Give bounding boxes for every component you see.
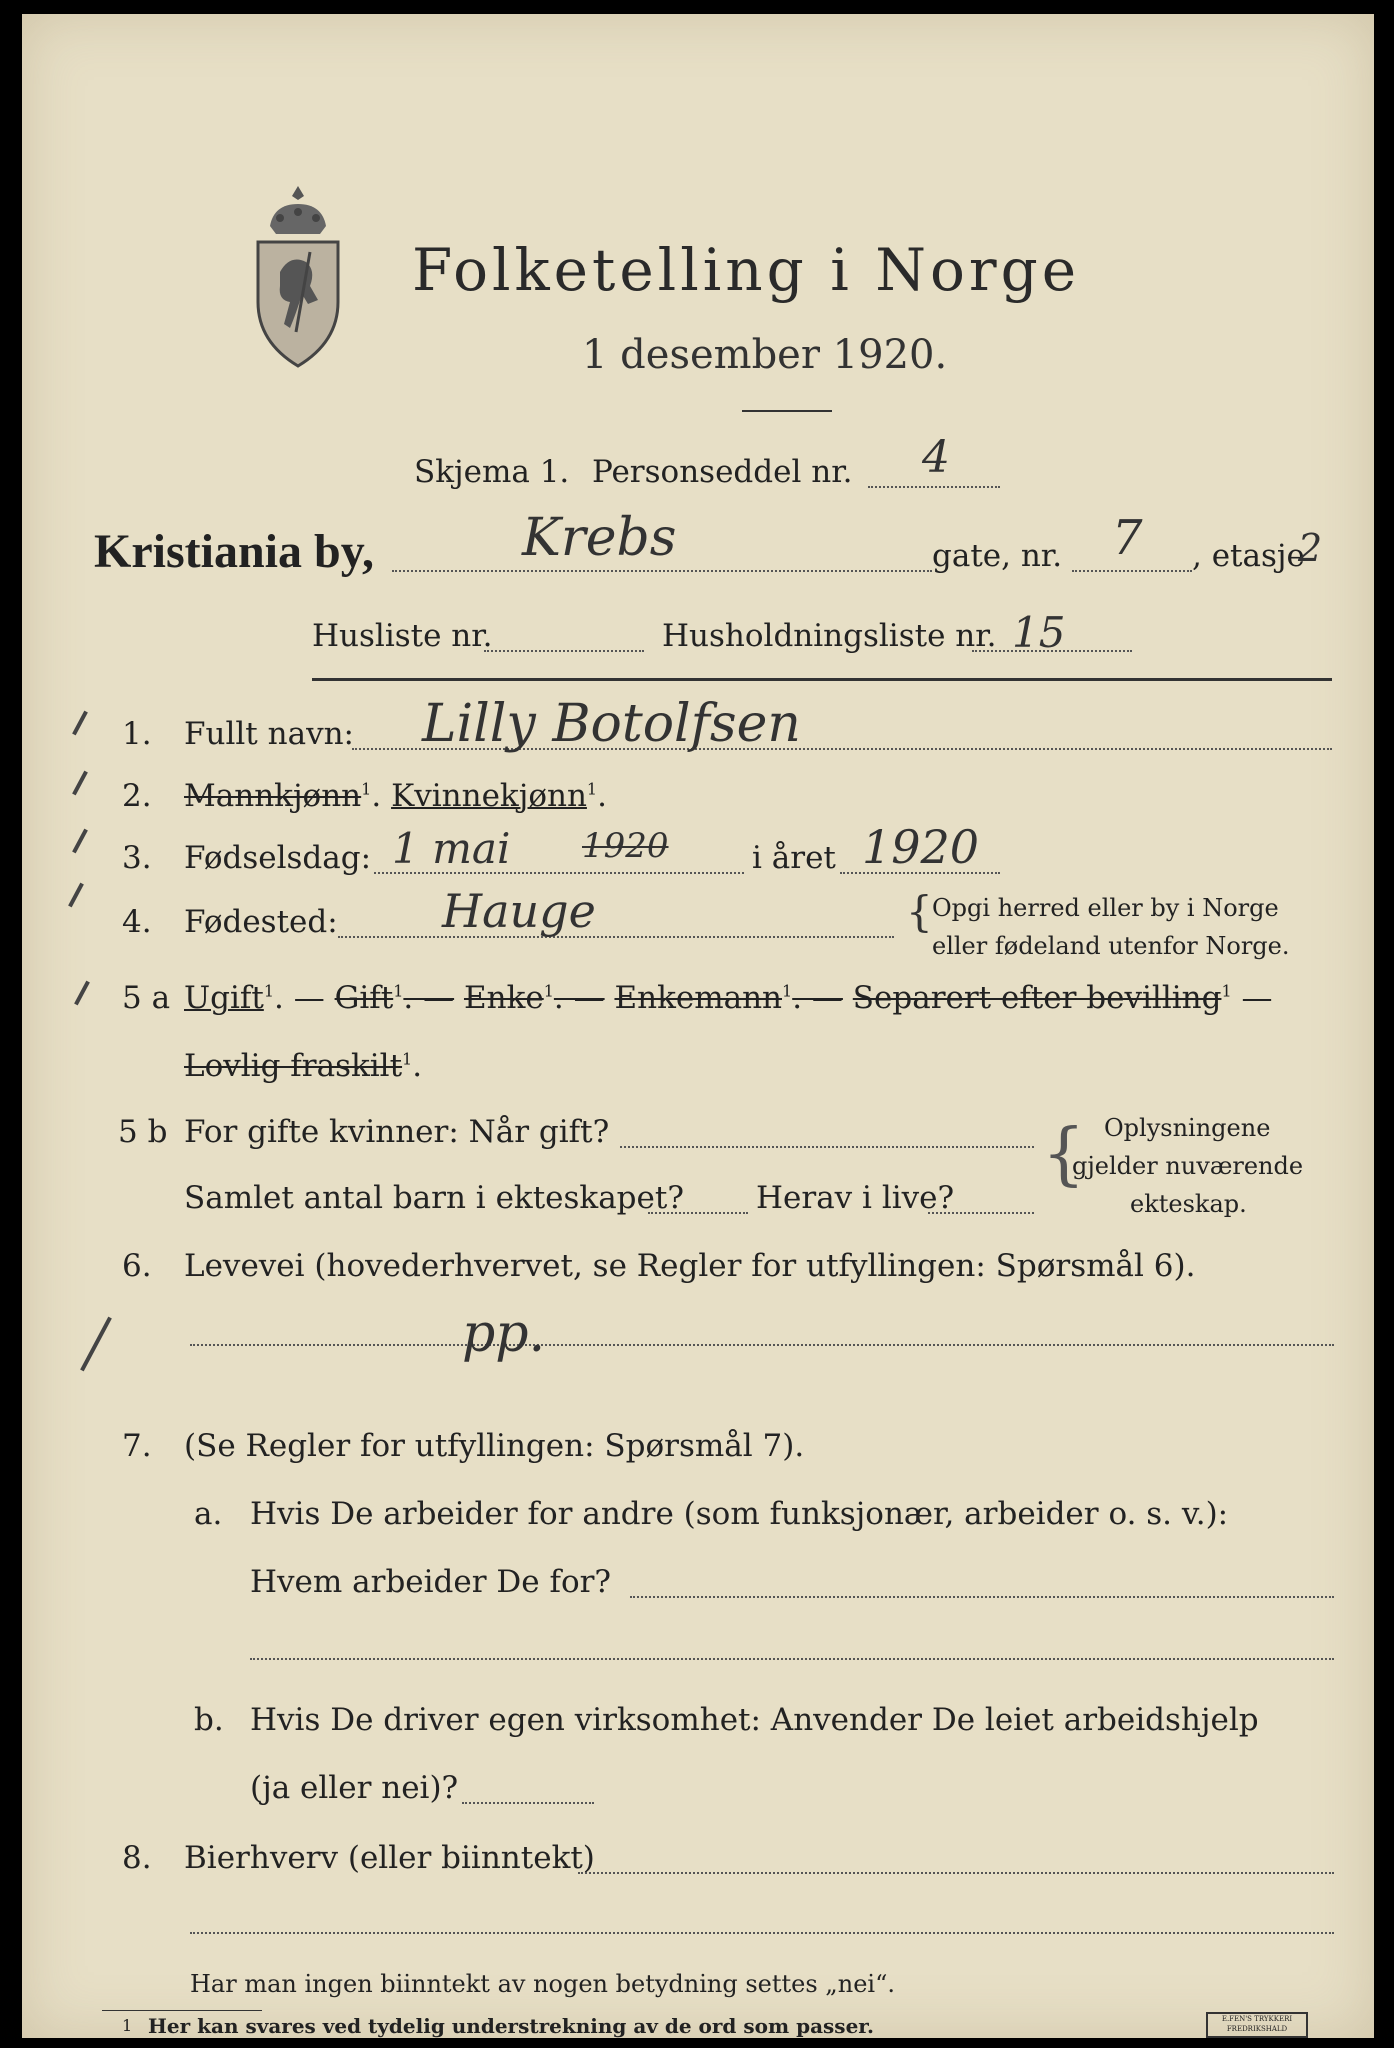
personseddel-label: Personseddel nr.	[592, 454, 853, 490]
q5a-dash4: . —	[792, 980, 843, 1016]
q7b-question: (ja eller nei)?	[250, 1770, 459, 1806]
q7b-line	[462, 1802, 594, 1804]
q4-value: Hauge	[442, 884, 596, 938]
q5a-sup-gift: 1	[393, 981, 404, 1001]
q2-options	[184, 778, 607, 814]
margin-tick-q6	[80, 1317, 112, 1372]
form-title: Folketelling i Norge	[412, 236, 1081, 304]
q5b-alive-line	[928, 1212, 1034, 1214]
q5b-when-married-line	[620, 1146, 1034, 1148]
q7-number: 7.	[122, 1428, 152, 1464]
q2-end: .	[597, 778, 607, 814]
q5a-number: 5 a	[122, 980, 171, 1016]
q1-label: Fullt navn:	[184, 716, 354, 752]
q2-sup1: 1	[361, 779, 372, 799]
q5b-children-line	[648, 1212, 748, 1214]
city-label: Kristiania by,	[94, 525, 375, 578]
q5a-dash3: . —	[553, 980, 605, 1016]
q7a-question: Hvem arbeider De for?	[250, 1564, 612, 1600]
q4-note-line1: Opgi herred eller by i Norge	[932, 894, 1279, 922]
husliste-label: Husliste nr.	[312, 618, 493, 654]
q5a-separert: Separert efter bevilling	[852, 980, 1222, 1016]
printer-stamp: E.FEN'S TRYKKERI FREDRIKSHALD	[1206, 2012, 1308, 2038]
census-date: 1 desember 1920.	[582, 332, 948, 378]
title-divider	[742, 410, 832, 412]
census-form	[22, 14, 1374, 2038]
husholdningsliste-label: Husholdningsliste nr.	[662, 618, 997, 654]
husholdningsliste-value: 15	[1012, 608, 1066, 657]
q3-struck-value: 1920	[582, 826, 669, 866]
q4-number: 4.	[122, 904, 152, 940]
q3-day-value: 1 mai	[392, 824, 511, 873]
q5b-note-line3: ekteskap.	[1130, 1190, 1247, 1218]
q7-label: (Se Regler for utfyllingen: Spørsmål 7).	[184, 1428, 805, 1464]
q5a-end-dash: —	[1241, 980, 1273, 1016]
gate-nr-line	[1072, 570, 1192, 572]
margin-tick-q2	[72, 771, 88, 796]
street-value: Krebs	[522, 508, 677, 568]
etasje-label: , etasje	[1192, 538, 1305, 574]
q5b-note-brace: {	[1042, 1115, 1086, 1194]
q3-label: Fødselsdag:	[184, 840, 372, 876]
q2-male-option: Mannkjønn	[184, 778, 362, 814]
q5a-sup-separert: 1	[1221, 981, 1232, 1001]
footnote-rule	[102, 2010, 262, 2011]
q5a-ugift: Ugift	[184, 980, 264, 1016]
personseddel-line	[868, 486, 1000, 488]
margin-tick-q4	[68, 883, 84, 908]
q5a-line2	[184, 1048, 422, 1084]
q8-note: Har man ingen biinntekt av nogen betydning settes „nei“.	[190, 1970, 895, 1998]
etasje-value: 2	[1298, 526, 1323, 570]
q7b-letter: b.	[194, 1702, 224, 1738]
gate-label: gate, nr.	[932, 538, 1063, 574]
q6-number: 6.	[122, 1248, 152, 1284]
q4-label: Fødested:	[184, 904, 338, 940]
q7a-letter: a.	[194, 1496, 223, 1532]
q8-number: 8.	[122, 1840, 152, 1876]
q4-note-brace: {	[906, 887, 933, 936]
q5a-sup-enkemann: 1	[782, 981, 793, 1001]
q3-year-value: 1920	[862, 820, 980, 874]
q6-line	[190, 1344, 1334, 1346]
q2-number: 2.	[122, 778, 152, 814]
q1-number: 1.	[122, 716, 152, 752]
schema-label: Skjema 1.	[414, 454, 570, 490]
q1-value: Lilly Botolfsen	[422, 694, 801, 754]
margin-tick-q1	[72, 711, 88, 736]
q3-number: 3.	[122, 840, 152, 876]
q5b-when-married-label: For gifte kvinner: Når gift?	[184, 1114, 610, 1150]
q8-line1	[578, 1872, 1334, 1874]
coat-of-arms-icon	[250, 182, 346, 372]
q4-note-line2: eller fødeland utenfor Norge.	[932, 932, 1290, 960]
margin-tick-q5a	[74, 981, 90, 1006]
q5b-alive-label: Herav i live?	[756, 1180, 955, 1216]
q5b-note-line2: gjelder nuværende	[1072, 1152, 1304, 1180]
personseddel-value: 4	[922, 432, 950, 483]
q6-label: Levevei (hovederhvervet, se Regler for utfyllingen: Spørsmål 6).	[184, 1248, 1196, 1284]
q5a-enkemann: Enkemann	[614, 980, 783, 1016]
q8-label: Bierhverv (eller biinntekt)	[184, 1840, 595, 1876]
q4-line	[338, 936, 894, 938]
footnote-text: Her kan svares ved tydelig understrekning av de ord som passer.	[148, 2014, 874, 2038]
q5a-options	[184, 980, 1273, 1016]
q5a-enke: Enke	[463, 980, 544, 1016]
q5a-gift: Gift	[334, 980, 394, 1016]
q5a-dash2: . —	[403, 980, 455, 1016]
q7b-text: Hvis De driver egen virksomhet: Anvender De leiet arbeidshjelp	[250, 1702, 1259, 1738]
q5a-end: .	[412, 1048, 423, 1084]
q5a-sup-lovlig: 1	[402, 1049, 413, 1069]
q7a-line2	[250, 1658, 1334, 1660]
q3-year-label: i året	[752, 840, 836, 876]
q6-value: pp.	[462, 1304, 546, 1364]
q7a-text: Hvis De arbeider for andre (som funksjonær, arbeider o. s. v.):	[250, 1496, 1229, 1532]
q2-sup2: 1	[586, 779, 598, 799]
q5a-lovlig: Lovlig fraskilt	[184, 1048, 403, 1084]
street-line	[392, 570, 932, 572]
gate-nr-value: 7	[1112, 510, 1143, 566]
q5a-sup-ugift: 1	[263, 981, 275, 1001]
q8-line2	[190, 1932, 1334, 1934]
q7a-line1	[630, 1596, 1334, 1598]
q5b-children-label: Samlet antal barn i ekteskapet?	[184, 1180, 684, 1216]
husliste-line	[484, 650, 644, 652]
q5a-sup-enke: 1	[543, 981, 554, 1001]
q5a-dash1: . —	[274, 980, 325, 1016]
footnote-mark: 1	[122, 2016, 133, 2035]
q5b-number: 5 b	[118, 1114, 168, 1150]
q2-female-option: Kvinnekjønn	[391, 778, 587, 814]
q5b-note-line1: Oplysningene	[1104, 1114, 1271, 1142]
header-divider	[312, 678, 1332, 681]
q2-sep: .	[371, 778, 382, 814]
margin-tick-q3	[72, 829, 88, 854]
